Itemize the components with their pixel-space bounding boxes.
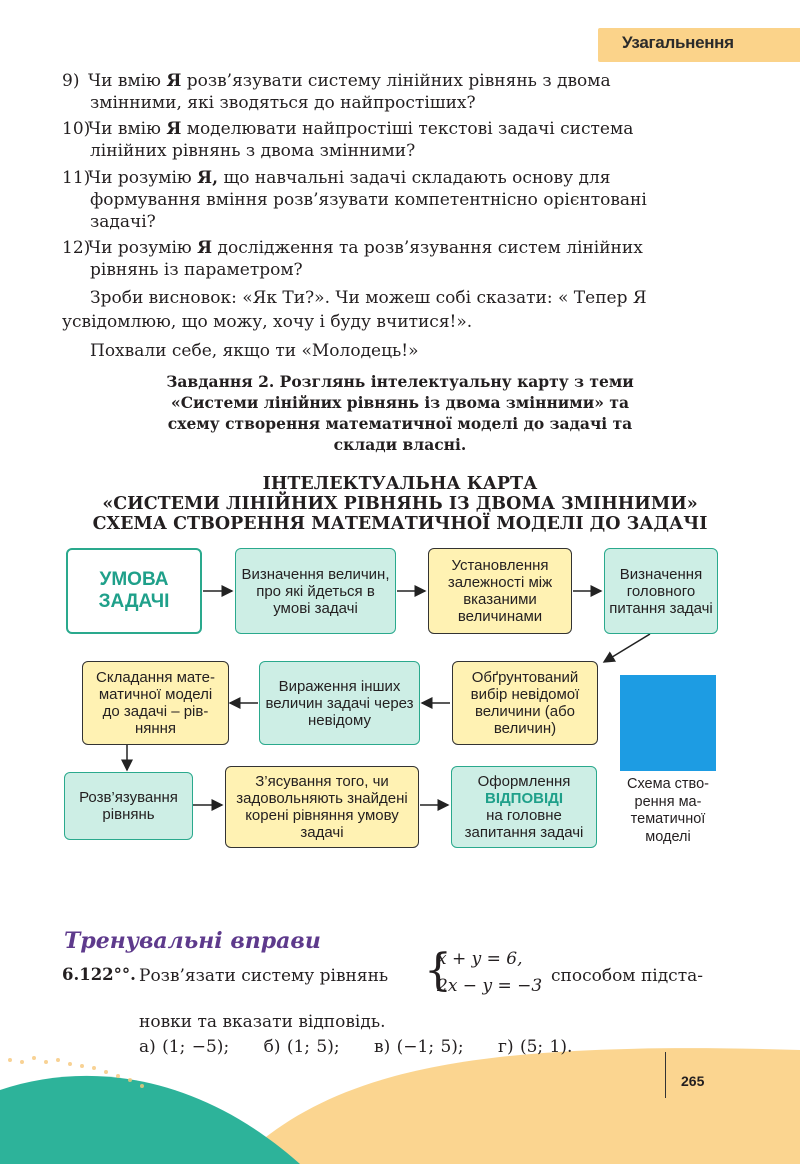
task-line: Завдання 2. Розглянь інтелектуальну карту з теми [166, 372, 634, 391]
box-text-highlight: ВІДПОВІДІ [485, 790, 563, 807]
schema-caption [612, 776, 724, 846]
map-title-line: «СИСТЕМИ ЛІНІЙНИХ РІВНЯНЬ ІЗ ДВОМА ЗМІННИМИ» [102, 494, 698, 514]
answer-option: б) (1; 5); [263, 1037, 340, 1057]
question-number: 9) [62, 71, 80, 91]
question-line: рівнянь із параметром? [90, 260, 303, 280]
task-line: «Системи лінійних рівнянь із двома змінними» та [171, 393, 629, 412]
box-text: Вираження інших величин задачі через невідому [265, 677, 414, 729]
box-text: Установлення залежності між вказаними величинами [447, 557, 553, 625]
box-define-quantities [235, 548, 396, 634]
question-number: 10) [62, 119, 91, 139]
exercise-number: 6.122°°. [62, 965, 136, 984]
conclusion-line-1: Зроби висновок: «Як Ти?». Чи можеш собі сказати: « Тепер Я [90, 288, 647, 308]
caption-line: моделі [645, 828, 691, 845]
question-line: змінними, які зводяться до найпростіших? [90, 93, 476, 113]
box-text-line: няння [134, 720, 177, 737]
box-text: Визначення головного питання задачі [609, 565, 713, 617]
box-text: на головне запитання задачі [464, 807, 584, 841]
exercise-text: способом підста- [551, 966, 703, 986]
exercise-text: новки та вказати відповідь. [139, 1012, 386, 1032]
box-model [82, 661, 229, 745]
box-task-condition [66, 548, 202, 634]
system-brace: { [424, 945, 452, 996]
box-main-question [604, 548, 718, 634]
box-text: УМОВА ЗАДАЧІ [98, 569, 170, 612]
box-text: Визначення величин, про які йдеться в умові задачі [241, 565, 390, 617]
caption-line: рення ма- [634, 793, 702, 810]
question-number: 12) [62, 238, 91, 258]
arrow [604, 634, 650, 662]
caption-line: Схема ство- [626, 776, 709, 792]
answer-option: в) (−1; 5); [374, 1037, 464, 1057]
question-line: лінійних рівнянь з двома змінними? [90, 141, 416, 161]
question-line: Чи розумію Я, що навчальні задачі складають основу для [88, 168, 611, 188]
equation-1: x + y = 6, [437, 949, 523, 969]
conclusion-line-2: усвідомлюю, що можу, хочу і буду вчитися!». [62, 312, 473, 332]
answer-option: г) (5; 1). [498, 1037, 573, 1057]
section-heading: Тренувальні вправи [64, 928, 321, 954]
question-number: 11) [62, 168, 91, 188]
blue-square [620, 675, 716, 771]
question-line: задачі? [90, 212, 156, 232]
page-number: 265 [681, 1073, 705, 1089]
box-solve-equations [64, 772, 193, 840]
section-label: Узагальнення [622, 33, 734, 52]
exercise-text: Розв’язати систему рівнянь [139, 966, 389, 986]
question-line: Чи розумію Я дослідження та розв’язування систем лінійних [88, 238, 643, 258]
map-title-line: СХЕМА СТВОРЕННЯ МАТЕМАТИЧНОЇ МОДЕЛІ ДО ЗАДАЧІ [92, 514, 708, 534]
box-express-quantities [259, 661, 420, 745]
page-number-divider [665, 1052, 666, 1098]
map-title-line: ІНТЕЛЕКТУАЛЬНА КАРТА [262, 474, 538, 494]
caption-line: тематичної [630, 811, 706, 827]
box-text: Обґрунтований вибір невідомої величини (або величин) [470, 669, 580, 737]
question-line: формування вміння розв’язувати компетентнісно орієнтовані [90, 190, 647, 210]
answer-options [139, 1037, 600, 1057]
praise-line: Похвали себе, якщо ти «Молодець!» [90, 341, 419, 361]
box-unknown-choice [452, 661, 598, 745]
box-text: Оформлення [477, 773, 571, 790]
box-text-line: матичної моделі [98, 686, 213, 703]
box-answer [451, 766, 597, 848]
box-text-line: Складання мате- [96, 669, 215, 686]
question-line: Чи вмію Я моделювати найпростіші текстові задачі система [88, 119, 634, 139]
task-line: склади власні. [333, 435, 467, 454]
equation-2: 2x − y = −3 [437, 976, 543, 996]
box-dependency [428, 548, 572, 634]
box-text-line: до задачі – рів- [102, 703, 209, 720]
box-text: З’ясування того, чи задовольняють знайдені корені рівняння умову задачі [236, 773, 408, 841]
box-check-roots [225, 766, 419, 848]
question-line: Чи вмію Я розв’язувати систему лінійних рівнянь з двома [88, 71, 611, 91]
box-text: Розв’язування рівнянь [79, 789, 178, 823]
task-line: схему створення математичної моделі до задачі та [167, 414, 633, 433]
answer-option: а) (1; −5); [139, 1037, 230, 1057]
